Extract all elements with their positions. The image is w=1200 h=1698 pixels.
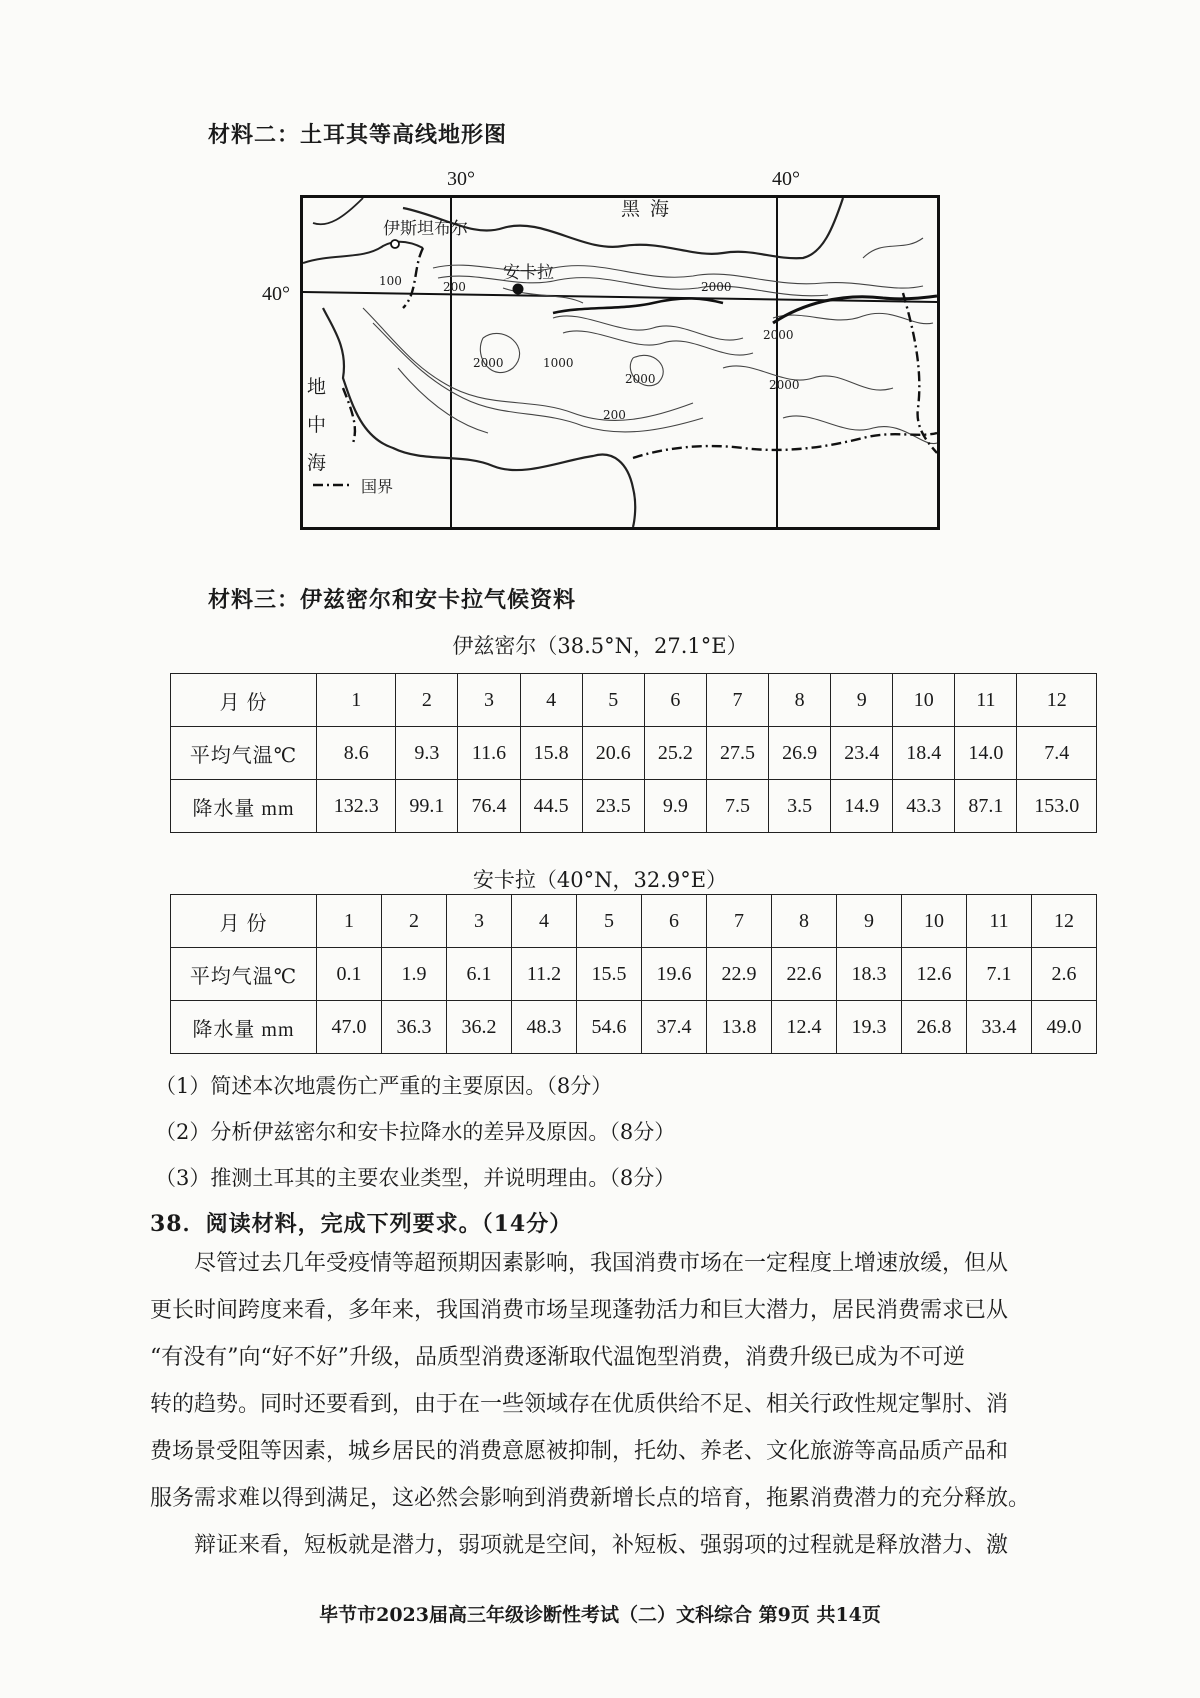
contour-label: 2000 [769, 378, 800, 392]
temp-cell: 8.6 [317, 727, 396, 780]
precip-cell: 13.8 [707, 1001, 772, 1054]
mediterranean-label [307, 368, 329, 482]
table-row [171, 948, 1097, 1001]
mediterranean-char: 中 [307, 414, 327, 436]
precip-cell: 7.5 [706, 780, 768, 833]
precip-cell: 19.3 [837, 1001, 902, 1054]
temp-cell: 14.0 [955, 727, 1017, 780]
month-cell: 4 [512, 895, 577, 948]
passage-line: 尽管过去几年受疫情等超预期因素影响，我国消费市场在一定程度上增速放缓，但从 [194, 1251, 1009, 1276]
precip-cell: 23.5 [582, 780, 644, 833]
precip-cell: 76.4 [458, 780, 520, 833]
precip-cell: 87.1 [955, 780, 1017, 833]
q38-passage [150, 1240, 1060, 1569]
temp-cell: 18.3 [837, 948, 902, 1001]
table-row [171, 727, 1097, 780]
temp-cell: 15.5 [577, 948, 642, 1001]
temp-cell: 19.6 [642, 948, 707, 1001]
passage-line: 更长时间跨度来看，多年来，我国消费市场呈现蓬勃活力和巨大潜力，居民消费需求已从 [150, 1298, 1009, 1323]
month-cell: 8 [769, 674, 831, 727]
precip-cell: 49.0 [1032, 1001, 1097, 1054]
precip-cell: 99.1 [396, 780, 458, 833]
precip-cell: 37.4 [642, 1001, 707, 1054]
precip-cell: 43.3 [893, 780, 955, 833]
month-cell: 12 [1017, 674, 1097, 727]
precip-cell: 36.2 [447, 1001, 512, 1054]
lon-label-40: 40° [772, 168, 800, 190]
month-header: 月 份 [171, 674, 317, 727]
ankara-marker [513, 284, 524, 295]
passage-line: 辩证来看，短板就是潜力，弱项就是空间，补短板、强弱项的过程就是释放潜力、激 [194, 1533, 1009, 1558]
contour-label: 2000 [701, 280, 732, 294]
temp-cell: 11.6 [458, 727, 520, 780]
temp-cell: 6.1 [447, 948, 512, 1001]
month-cell: 9 [837, 895, 902, 948]
izmir-climate-table [170, 673, 1097, 833]
passage-line: 转的趋势。同时还要看到，由于在一些领域存在优质供给不足、相关行政性规定掣肘、消 [150, 1392, 1009, 1417]
precip-cell: 14.9 [831, 780, 893, 833]
temp-cell: 1.9 [382, 948, 447, 1001]
q38-title: 38．阅读材料，完成下列要求。（14分） [150, 1211, 573, 1237]
month-cell: 2 [396, 674, 458, 727]
month-cell: 10 [902, 895, 967, 948]
temp-cell: 20.6 [582, 727, 644, 780]
month-cell: 6 [642, 895, 707, 948]
month-cell: 11 [967, 895, 1032, 948]
temp-cell: 25.2 [644, 727, 706, 780]
lat-label-40: 40° [262, 283, 290, 305]
legend-label: 国界 [361, 477, 394, 496]
precip-cell: 48.3 [512, 1001, 577, 1054]
month-cell: 8 [772, 895, 837, 948]
contour-label: 2000 [763, 328, 794, 342]
month-cell: 12 [1032, 895, 1097, 948]
contour-label: 2000 [473, 356, 504, 370]
temp-cell: 27.5 [706, 727, 768, 780]
month-cell: 2 [382, 895, 447, 948]
temp-cell: 15.8 [520, 727, 582, 780]
month-cell: 5 [582, 674, 644, 727]
precip-label: 降水量 mm [171, 780, 317, 833]
temp-cell: 7.4 [1017, 727, 1097, 780]
table-row [171, 674, 1097, 727]
precip-cell: 54.6 [577, 1001, 642, 1054]
question-2: （2）分析伊兹密尔和安卡拉降水的差异及原因。（8分） [155, 1120, 676, 1144]
month-cell: 3 [447, 895, 512, 948]
black-sea-label: 黑 海 [621, 198, 672, 220]
passage-line: 费场景受阻等因素，城乡居民的消费意愿被抑制，托幼、养老、文化旅游等高品质产品和 [150, 1439, 1009, 1464]
question-3: （3）推测土耳其的主要农业类型，并说明理由。（8分） [155, 1166, 676, 1190]
material2-title: 材料二：土耳其等高线地形图 [208, 122, 508, 148]
temp-cell: 2.6 [1032, 948, 1097, 1001]
temp-cell: 7.1 [967, 948, 1032, 1001]
month-cell: 1 [317, 895, 382, 948]
precip-cell: 153.0 [1017, 780, 1097, 833]
ankara-label: 安卡拉 [503, 263, 554, 283]
month-cell: 6 [644, 674, 706, 727]
precip-cell: 33.4 [967, 1001, 1032, 1054]
contour-label: 200 [443, 280, 466, 294]
marmara-coast [303, 242, 423, 263]
month-cell: 10 [893, 674, 955, 727]
contour-label: 200 [603, 408, 626, 422]
temp-cell: 22.6 [772, 948, 837, 1001]
ankara-climate-table [170, 894, 1097, 1054]
mediterranean-char: 海 [307, 452, 327, 474]
passage-line: 服务需求难以得到满足，这必然会影响到消费新增长点的培育，拖累消费潜力的充分释放。 [150, 1486, 1031, 1511]
month-cell: 5 [577, 895, 642, 948]
izmir-caption: 伊兹密尔（38.5°N，27.1°E） [452, 634, 748, 658]
lon-label-30: 30° [447, 168, 475, 190]
precip-cell: 44.5 [520, 780, 582, 833]
precip-cell: 36.3 [382, 1001, 447, 1054]
istanbul-label: 伊斯坦布尔 [383, 219, 468, 239]
precip-cell: 47.0 [317, 1001, 382, 1054]
month-cell: 9 [831, 674, 893, 727]
contour-label: 100 [379, 274, 402, 288]
contour-map [300, 195, 940, 530]
material3-title: 材料三：伊兹密尔和安卡拉气候资料 [208, 587, 577, 613]
temp-cell: 0.1 [317, 948, 382, 1001]
contour-lines [363, 238, 937, 444]
month-cell: 7 [706, 674, 768, 727]
contour-map-drawing [303, 198, 937, 527]
precip-cell: 132.3 [317, 780, 396, 833]
temp-cell: 9.3 [396, 727, 458, 780]
month-header: 月 份 [171, 895, 317, 948]
month-cell: 11 [955, 674, 1017, 727]
contour-label: 2000 [625, 372, 656, 386]
table-row [171, 780, 1097, 833]
table-row [171, 895, 1097, 948]
temp-cell: 12.6 [902, 948, 967, 1001]
precip-cell: 12.4 [772, 1001, 837, 1054]
page-footer: 毕节市2023届高三年级诊断性考试（二）文科综合 第9页 共14页 [319, 1604, 881, 1626]
precip-cell: 3.5 [769, 780, 831, 833]
temp-cell: 23.4 [831, 727, 893, 780]
istanbul-marker [391, 240, 399, 248]
month-cell: 4 [520, 674, 582, 727]
temp-cell: 22.9 [707, 948, 772, 1001]
national-border [343, 248, 937, 458]
month-cell: 3 [458, 674, 520, 727]
month-cell: 7 [707, 895, 772, 948]
question-1: （1）简述本次地震伤亡严重的主要原因。（8分） [155, 1074, 613, 1098]
temp-cell: 11.2 [512, 948, 577, 1001]
temp-label: 平均气温℃ [171, 727, 317, 780]
ankara-caption: 安卡拉（40°N，32.9°E） [472, 868, 728, 892]
mediterranean-char: 地 [307, 376, 327, 398]
temp-cell: 18.4 [893, 727, 955, 780]
contour-label: 1000 [543, 356, 574, 370]
precip-cell: 26.8 [902, 1001, 967, 1054]
table-row [171, 1001, 1097, 1054]
precip-cell: 9.9 [644, 780, 706, 833]
temp-label: 平均气温℃ [171, 948, 317, 1001]
passage-line: “有没有”向“好不好”升级，品质型消费逐渐取代温饱型消费，消费升级已成为不可逆 [150, 1345, 965, 1370]
temp-cell: 26.9 [769, 727, 831, 780]
precip-label: 降水量 mm [171, 1001, 317, 1054]
month-cell: 1 [317, 674, 396, 727]
